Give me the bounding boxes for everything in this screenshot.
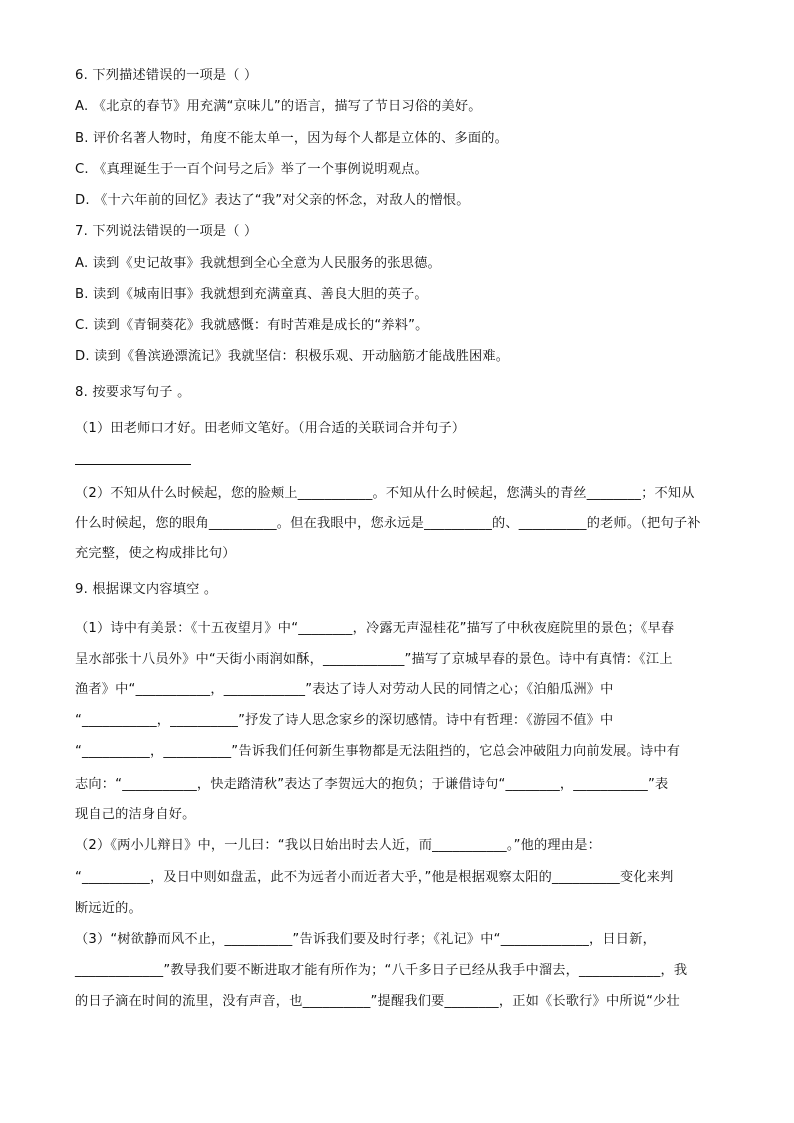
q6-option-b: B. 评价名著人物时，角度不能太单一，因为每个人都是立体的、多面的。 <box>75 131 509 146</box>
q9-part1-line6: 志向：“___________，快走踏清秋”表达了李贺远大的抱负；于谦借诗句“________，___________”表 <box>75 777 669 792</box>
q8-stem: 8. 按要求写句子 。 <box>75 385 191 400</box>
q9-part3-line3: 的日子滴在时间的流里，没有声音，也__________”提醒我们要________，正如《长歌行》中所说“少壮 <box>75 994 680 1009</box>
q7-stem: 7. 下列说法错误的一项是（ ） <box>75 224 258 239</box>
q6-option-a: A. 《北京的春节》用充满“京味儿”的语言，描写了节日习俗的美好。 <box>75 99 482 114</box>
q6-stem: 6. 下列描述错误的一项是（ ） <box>75 68 258 83</box>
q8-part2-line3: 充完整，使之构成排比句） <box>75 546 236 561</box>
q9-part1-line4: “___________，__________”抒发了诗人思念家乡的深切感情。诗中有哲理：《游园不值》中 <box>75 713 614 728</box>
q9-part1-line7: 现自己的洁身自好。 <box>75 807 196 822</box>
q9-part1-line3: 渔者》中“___________，____________”表达了诗人对劳动人民的同情之心；《泊船瓜洲》中 <box>75 682 614 697</box>
q9-part2-line1: （2）《两小儿辩日》中，一儿曰：“我以日始出时去人近，而___________。”他的理由是： <box>75 838 601 853</box>
q9-part3-line2: _____________”教导我们要不断进取才能有所作为；“八千多日子已经从我手中溜去，____________，我 <box>75 963 688 978</box>
q8-part1-answer-line <box>75 464 191 465</box>
q7-option-a: A. 读到《史记故事》我就想到全心全意为人民服务的张思德。 <box>75 256 441 271</box>
q9-part3-line1: （3）“树欲静而风不止，__________”告诉我们要及时行孝；《礼记》中“_____________，日日新， <box>75 932 656 947</box>
q9-part1-line1: （1）诗中有美景：《十五夜望月》中“________，冷露无声湿桂花”描写了中秋夜庭院里的景色；《早春 <box>75 621 675 636</box>
q7-option-b: B. 读到《城南旧事》我就想到充满童真、善良大胆的英子。 <box>75 287 428 302</box>
q8-part2-line1: （2）不知从什么时候起，您的脸颊上___________。不知从什么时候起，您满头的青丝________；不知从 <box>75 486 695 501</box>
q9-part2-line3: 断远近的。 <box>75 901 142 916</box>
q9-part1-line2: 呈水部张十八员外》中“天街小雨润如酥，____________”描写了京城早春的景色。诗中有真情：《江上 <box>75 652 673 667</box>
q7-option-d: D. 读到《鲁滨逊漂流记》我就坚信：积极乐观、开动脑筋才能战胜困难。 <box>75 349 510 364</box>
q9-stem: 9. 根据课文内容填空 。 <box>75 582 218 597</box>
q6-option-c: C. 《真理诞生于一百个问号之后》举了一个事例说明观点。 <box>75 162 428 177</box>
q8-part2-line2: 什么时候起，您的眼角__________。但在我眼中，您永远是__________的、__________的老师。（把句子补 <box>75 516 701 531</box>
q8-part1: （1）田老师口才好。田老师文笔好。（用合适的关联词合并句子） <box>75 421 466 436</box>
q9-part2-line2: “__________，及日中则如盘盂，此不为远者小而近者大乎，”他是根据观察太阳的__________变化来判 <box>75 870 674 885</box>
q9-part1-line5: “__________，__________”告诉我们任何新生事物都是无法阻挡的，它总会冲破阻力向前发展。诗中有 <box>75 744 681 759</box>
q6-option-d: D. 《十六年前的回忆》表达了“我”对父亲的怀念，对敌人的憎恨。 <box>75 193 470 208</box>
q7-option-c: C. 读到《青铜葵花》我就感慨：有时苦难是成长的“养料”。 <box>75 318 429 333</box>
